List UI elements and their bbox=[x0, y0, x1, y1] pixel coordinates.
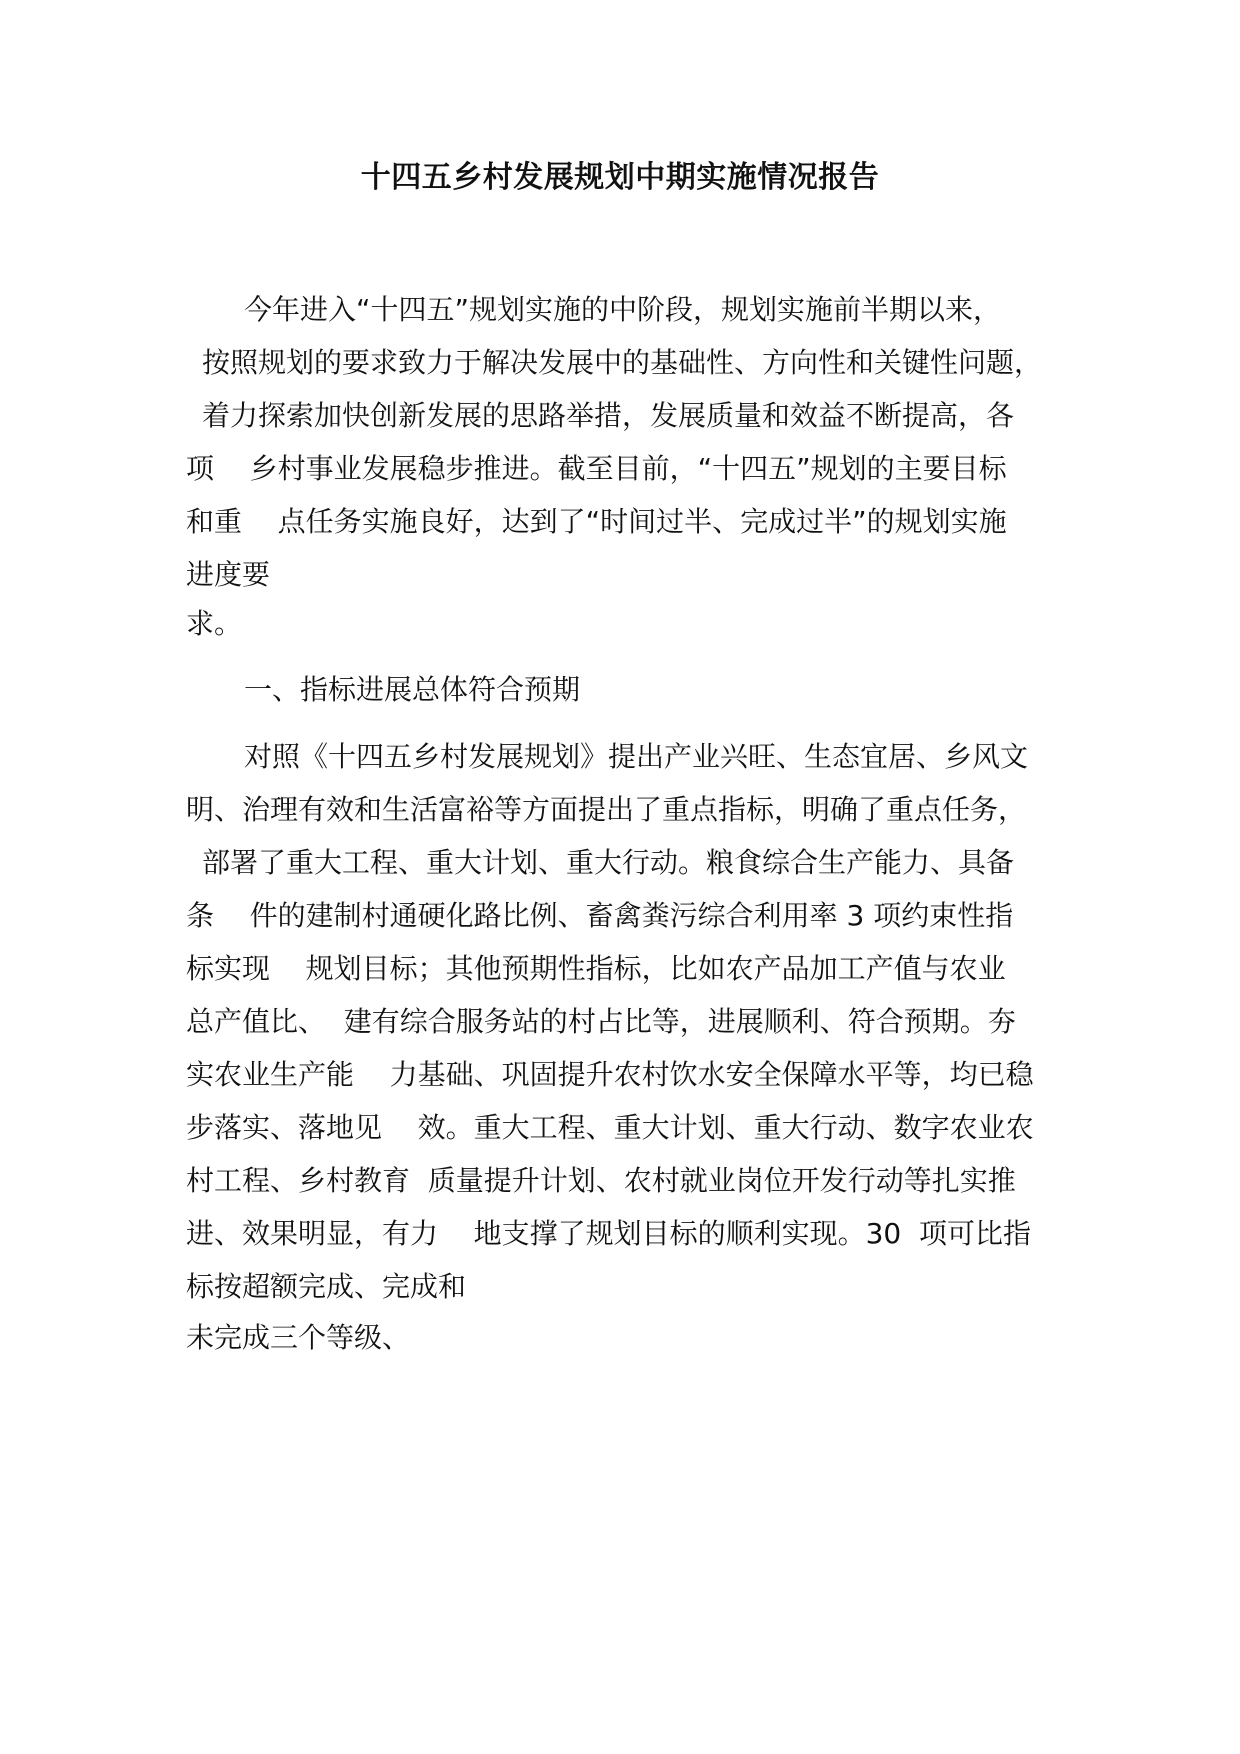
paragraph-line: 总产值比、 建有综合服务站的村占比等，进展顺利、符合预期。夯 bbox=[186, 1005, 1016, 1038]
paragraph-line: 条 件的建制村通硬化路比例、畜禽粪污综合利用率 3 项约束性指 bbox=[186, 899, 1014, 932]
paragraph-line: 未完成三个等级、 bbox=[186, 1321, 411, 1354]
paragraph-line: 步落实、落地见 效。重大工程、重大计划、重大行动、数字农业农 bbox=[186, 1111, 1034, 1144]
paragraph-line: 实农业生产能 力基础、巩固提升农村饮水安全保障水平等，均已稳 bbox=[186, 1058, 1034, 1091]
paragraph-line: 进、效果明显，有力 地支撑了规划目标的顺利实现。30 项可比指 bbox=[186, 1217, 1032, 1250]
document-title: 十四五乡村发展规划中期实施情况报告 bbox=[360, 160, 880, 195]
paragraph-line: 和重 点任务实施良好，达到了“时间过半、完成过半”的规划实施 bbox=[186, 505, 1007, 538]
paragraph-line: 着力探索加快创新发展的思路举措，发展质量和效益不断提高，各 bbox=[202, 399, 1015, 432]
paragraph-line: 按照规划的要求致力于解决发展中的基础性、方向性和关键性问题， bbox=[202, 346, 1043, 379]
paragraph-line: 明、治理有效和生活富裕等方面提出了重点指标，明确了重点任务， bbox=[186, 793, 1027, 826]
section-heading: 一、指标进展总体符合预期 bbox=[244, 673, 581, 706]
paragraph-line: 对照《十四五乡村发展规划》提出产业兴旺、生态宜居、乡风文 bbox=[244, 740, 1029, 773]
paragraph-line: 标实现 规划目标；其他预期性指标，比如农产品加工产值与农业 bbox=[186, 952, 1006, 985]
paragraph-line: 求。 bbox=[186, 607, 243, 640]
paragraph-line: 村工程、乡村教育 质量提升计划、农村就业岗位开发行动等扎实推 bbox=[186, 1164, 1016, 1197]
paragraph-line: 进度要 bbox=[186, 558, 271, 591]
paragraph-line: 部署了重大工程、重大计划、重大行动。粮食综合生产能力、具备 bbox=[202, 846, 1015, 879]
paragraph-line: 项 乡村事业发展稳步推进。截至目前，“十四五”规划的主要目标 bbox=[186, 452, 1007, 485]
paragraph-line: 标按超额完成、完成和 bbox=[186, 1270, 467, 1303]
paragraph-line: 今年进入“十四五”规划实施的中阶段，规划实施前半期以来， bbox=[244, 293, 1002, 326]
